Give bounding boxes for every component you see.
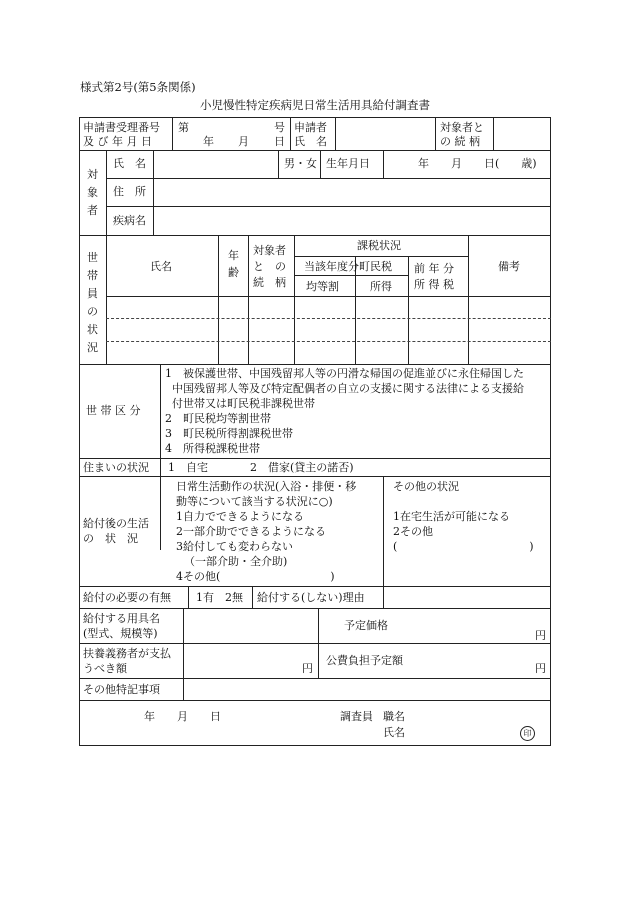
subject-name-label: 氏 名 [113,157,146,170]
household-char-2: 帯 [87,269,98,282]
form-number: 様式第2号(第5条関係) [80,80,196,94]
housing-option-2: 2 借家(貸主の諾否) [250,461,354,474]
relation-label: 対象者と [440,121,484,134]
receipt-label-2: 及 び 年 月 日 [83,135,152,148]
household-char-1: 世 [87,251,98,264]
equipment-label: 給付する用具名 [83,612,160,625]
household-age-char-2: 齢 [228,266,239,279]
public-burden-label: 公費負担予定額 [326,654,403,667]
after-right-4: ( ) [393,540,534,553]
after-left-3: 1自力でできるようになる [176,510,304,523]
remarks-header: 備考 [498,260,520,273]
birth-date-format: 年 月 日( 歳) [418,157,537,170]
after-right-1: その他の状況 [393,480,459,493]
receipt-day: 日 [274,135,285,148]
after-right-3: 2その他 [393,525,433,538]
household-char-4: の [87,305,98,318]
category-line-2: 中国残留邦人等及び特定配偶者の自立の支援に関する法律による支援給 [172,382,524,395]
tax-equal-header: 均等割 [306,280,339,293]
necessity-reason-label: 給付する(しない)理由 [257,591,365,604]
seal-icon: 印 [520,726,535,741]
after-left-5: 3給付しても変わらない [176,540,293,553]
footer-date: 年 月 日 [144,710,221,723]
tax-prev-1: 前 年 分 [414,262,454,275]
household-name-header: 氏名 [150,260,172,273]
after-left-2: 動等について該当する状況に○) [176,495,333,508]
tax-status-header: 課税状況 [357,239,401,252]
burden-label: 扶養義務者が支払 [83,647,171,660]
receipt-dai: 第 [178,121,189,134]
household-char-3: 員 [87,287,98,300]
housing-option-1: 1 自宅 [168,461,208,474]
category-line-4: 2 町民税均等割世帯 [165,412,271,425]
position-label: 職名 [383,710,405,723]
after-left-6: （一部介助・全介助) [184,555,288,568]
disease-label: 疾病名 [113,214,146,227]
after-left-1: 日常生活動作の状況(入浴・排便・移 [176,480,357,493]
birth-label: 生年月日 [326,157,370,170]
after-label-2: の 状 況 [83,532,138,545]
category-line-1: 1 被保護世帯、中国残留邦人等の円滑な帰国の促進並びに永住帰国した [165,367,524,380]
price-yen: 円 [535,629,546,642]
after-label: 給付後の生活 [83,517,149,530]
necessity-label: 給付の必要の有無 [83,591,171,604]
address-label: 住 所 [113,185,146,198]
tax-current-header: 当該年度分町民税 [304,260,392,273]
receipt-go: 号 [274,121,285,134]
applicant-label-2: 氏 名 [294,135,327,148]
subject-section-char-3: 者 [87,204,98,217]
equipment-label-2: (型式、規模等) [83,627,158,640]
form-title: 小児慢性特定疾病児日常生活用具給付調査書 [200,98,430,112]
subject-section-char-1: 対 [87,168,98,181]
category-line-5: 3 町民税所得割課税世帯 [165,427,293,440]
receipt-year: 年 [203,135,214,148]
household-char-6: 況 [87,341,98,354]
category-label: 世 帯 区 分 [86,404,141,417]
household-relation-2: と の [253,260,286,273]
receipt-label: 申請書受理番号 [83,121,160,134]
relation-label-2: の 続 柄 [440,135,480,148]
tax-prev-2: 所 得 税 [414,278,454,291]
notes-label: その他特記事項 [83,683,160,696]
household-age-char-1: 年 [228,249,239,262]
sex-label: 男・女 [284,157,317,170]
category-line-3: 付世帯又は町民税非課税世帯 [172,397,315,410]
subject-section-char-2: 象 [87,186,98,199]
burden-yen: 円 [302,662,313,675]
after-left-4: 2一部介助でできるようになる [176,525,326,538]
investigator-label: 調査員 [340,710,373,723]
receipt-month: 月 [238,135,249,148]
public-burden-yen: 円 [535,662,546,675]
household-relation-1: 対象者 [253,244,286,257]
applicant-label: 申請者 [294,121,327,134]
household-char-5: 状 [87,323,98,336]
necessity-options: 1有 2無 [196,591,243,604]
price-label: 予定価格 [344,619,388,632]
household-relation-3: 続 柄 [253,276,286,289]
tax-income-header: 所得 [370,280,392,293]
after-right-2: 1在宅生活が可能になる [393,510,510,523]
burden-label-2: うべき額 [83,662,127,675]
after-left-7: 4その他( ) [176,570,335,583]
name-label: 氏名 [383,726,405,739]
category-line-6: 4 所得税課税世帯 [165,442,260,455]
housing-label: 住まいの状況 [83,461,149,474]
